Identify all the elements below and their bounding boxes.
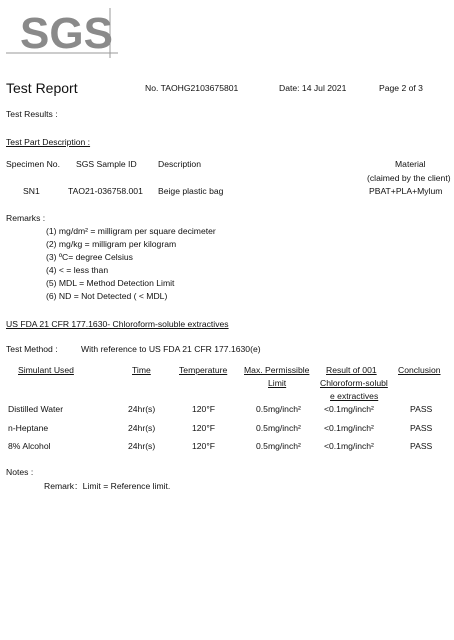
test-method-label: Test Method : [6,344,58,354]
section-title: US FDA 21 CFR 177.1630- Chloroform-soluble extractives [6,319,229,329]
description-value: Beige plastic bag [158,186,224,196]
row-simulant: n-Heptane [8,423,49,433]
row-conclusion: PASS [410,404,433,414]
notes-text: Remark：Limit = Reference limit. [44,481,171,491]
remark-item: (1) mg/dm² = milligram per square decimeter [46,226,216,236]
header-time: Time [132,365,151,375]
remark-item: (5) MDL = Method Detection Limit [46,278,175,288]
header-result: Result of 001 [326,365,377,375]
header-sgs-sample-id: SGS Sample ID [76,159,137,169]
row-simulant: 8% Alcohol [8,441,51,451]
header-temperature: Temperature [179,365,228,375]
material-value: PBAT+PLA+Mylum [369,186,443,196]
row-limit: 0.5mg/inch² [256,441,301,451]
report-title: Test Report [6,80,78,96]
report-number: No. TAOHG2103675801 [145,83,239,93]
report-date: Date: 14 Jul 2021 [279,83,347,93]
row-temperature: 120°F [192,423,216,433]
row-time: 24hr(s) [128,441,156,451]
row-limit: 0.5mg/inch² [256,423,301,433]
logo-text: SGS [20,9,113,58]
header-material-claimed: (claimed by the client) [367,173,451,183]
row-time: 24hr(s) [128,404,156,414]
test-method-value: With reference to US FDA 21 CFR 177.1630(e) [81,344,261,354]
sgs-logo [6,4,118,58]
row-conclusion: PASS [410,441,433,451]
row-limit: 0.5mg/inch² [256,404,301,414]
sgs-sample-id-value: TAO21-036758.001 [68,186,143,196]
remark-item: (2) mg/kg = milligram per kilogram [46,239,177,249]
test-part-description-label: Test Part Description : [6,137,91,147]
row-result: <0.1mg/inch² [324,441,374,451]
header-description: Description [158,159,201,169]
remark-item: (6) ND = Not Detected ( < MDL) [46,291,168,301]
row-temperature: 120°F [192,441,216,451]
test-results-label: Test Results : [6,109,58,119]
row-temperature: 120°F [192,404,216,414]
header-max-permissible: Max. Permissible [244,365,310,375]
header-limit: Limit [268,378,287,388]
row-conclusion: PASS [410,423,433,433]
remark-item: (3) ºC= degree Celsius [46,252,133,262]
remark-item: (4) < = less than [46,265,109,275]
header-simulant: Simulant Used [18,365,74,375]
row-simulant: Distilled Water [8,404,64,414]
header-specimen-no: Specimen No. [6,159,60,169]
header-material: Material [395,159,426,169]
page-number: Page 2 of 3 [379,83,423,93]
notes-label: Notes : [6,467,34,477]
header-result-extractives: e extractives [330,391,379,401]
row-result: <0.1mg/inch² [324,423,374,433]
specimen-no-value: SN1 [23,186,40,196]
row-result: <0.1mg/inch² [324,404,374,414]
remarks-label: Remarks : [6,213,46,223]
header-result-chloroform: Chloroform-solubl [320,378,388,388]
row-time: 24hr(s) [128,423,156,433]
header-conclusion: Conclusion [398,365,441,375]
